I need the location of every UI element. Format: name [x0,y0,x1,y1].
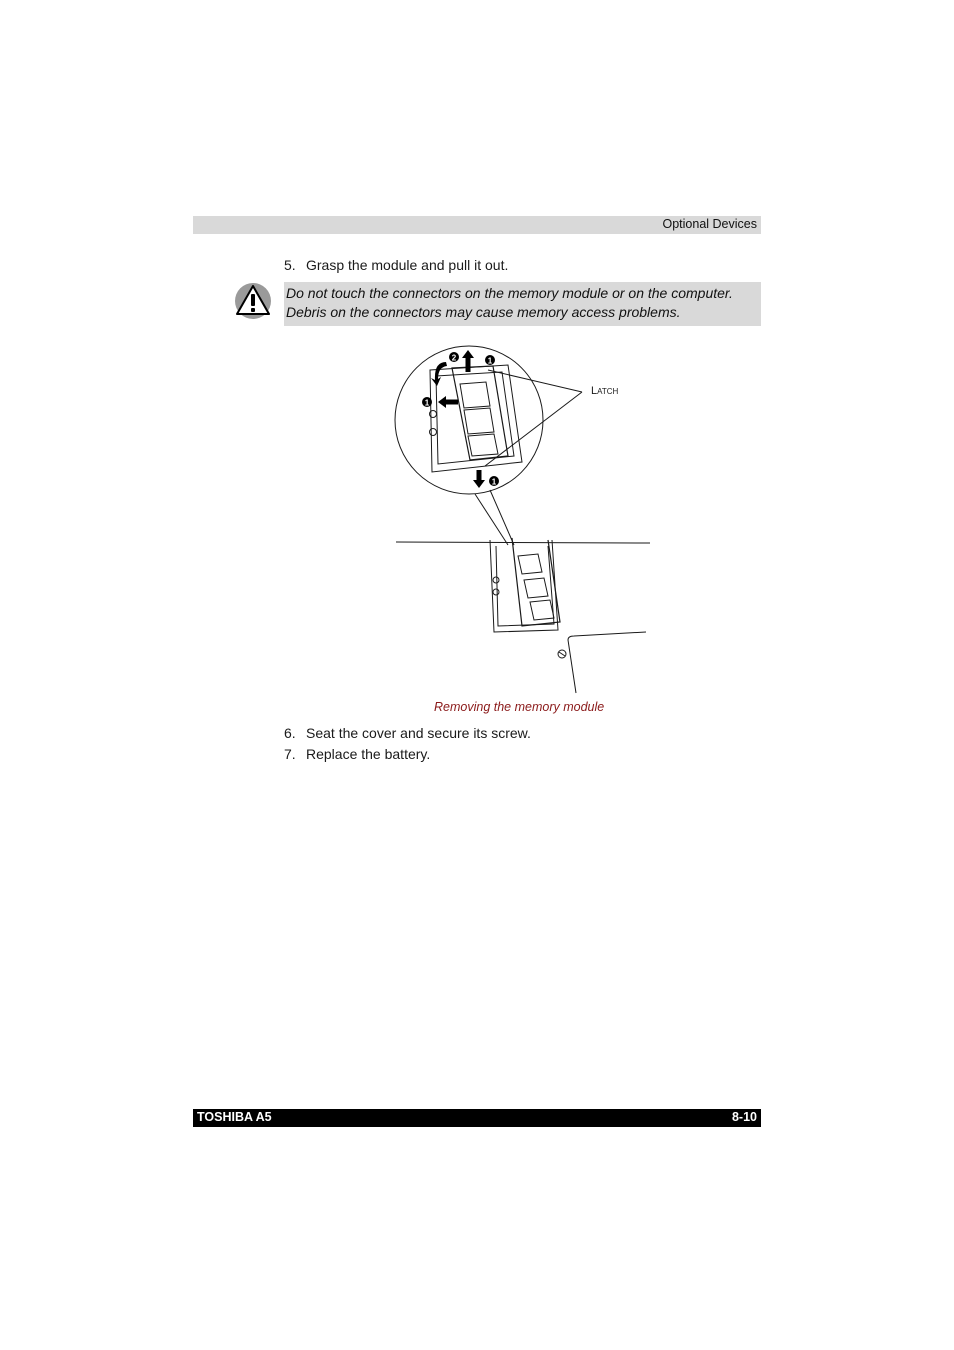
step-text: Replace the battery. [306,746,431,762]
caution-box [284,282,761,326]
marker-1-bottom: 1 [491,477,497,487]
marker-2: 2 [451,353,457,363]
step-7 [284,746,430,762]
arrow-down-icon [473,470,485,488]
step-5 [284,257,508,273]
rotate-arrow-icon [431,362,447,386]
latch-label: Latch [591,385,619,397]
marker-1-top: 1 [487,356,493,366]
caution-line-2: Debris on the connectors may cause memory access problems. [286,304,681,320]
step-number: 6. [284,725,296,741]
step-number: 5. [284,257,296,273]
arrow-left-icon [438,396,458,408]
step-number: 7. [284,746,296,762]
figure-caption: Removing the memory module [434,700,605,714]
running-header [193,216,761,234]
step-6 [284,725,531,741]
memory-removal-figure [390,340,660,700]
arrow-up-icon [462,350,474,372]
caution-triangle-icon [234,282,272,320]
section-title: Optional Devices [662,217,757,231]
step-text: Grasp the module and pull it out. [306,257,509,273]
step-text: Seat the cover and secure its screw. [306,725,531,741]
footer-brand: TOSHIBA A5 [197,1110,272,1124]
page-number: 8-10 [731,1110,757,1124]
caution-line-1: Do not touch the connectors on the memory module or on the computer. [286,285,733,301]
running-footer [193,1109,761,1127]
marker-1-left: 1 [424,398,430,408]
